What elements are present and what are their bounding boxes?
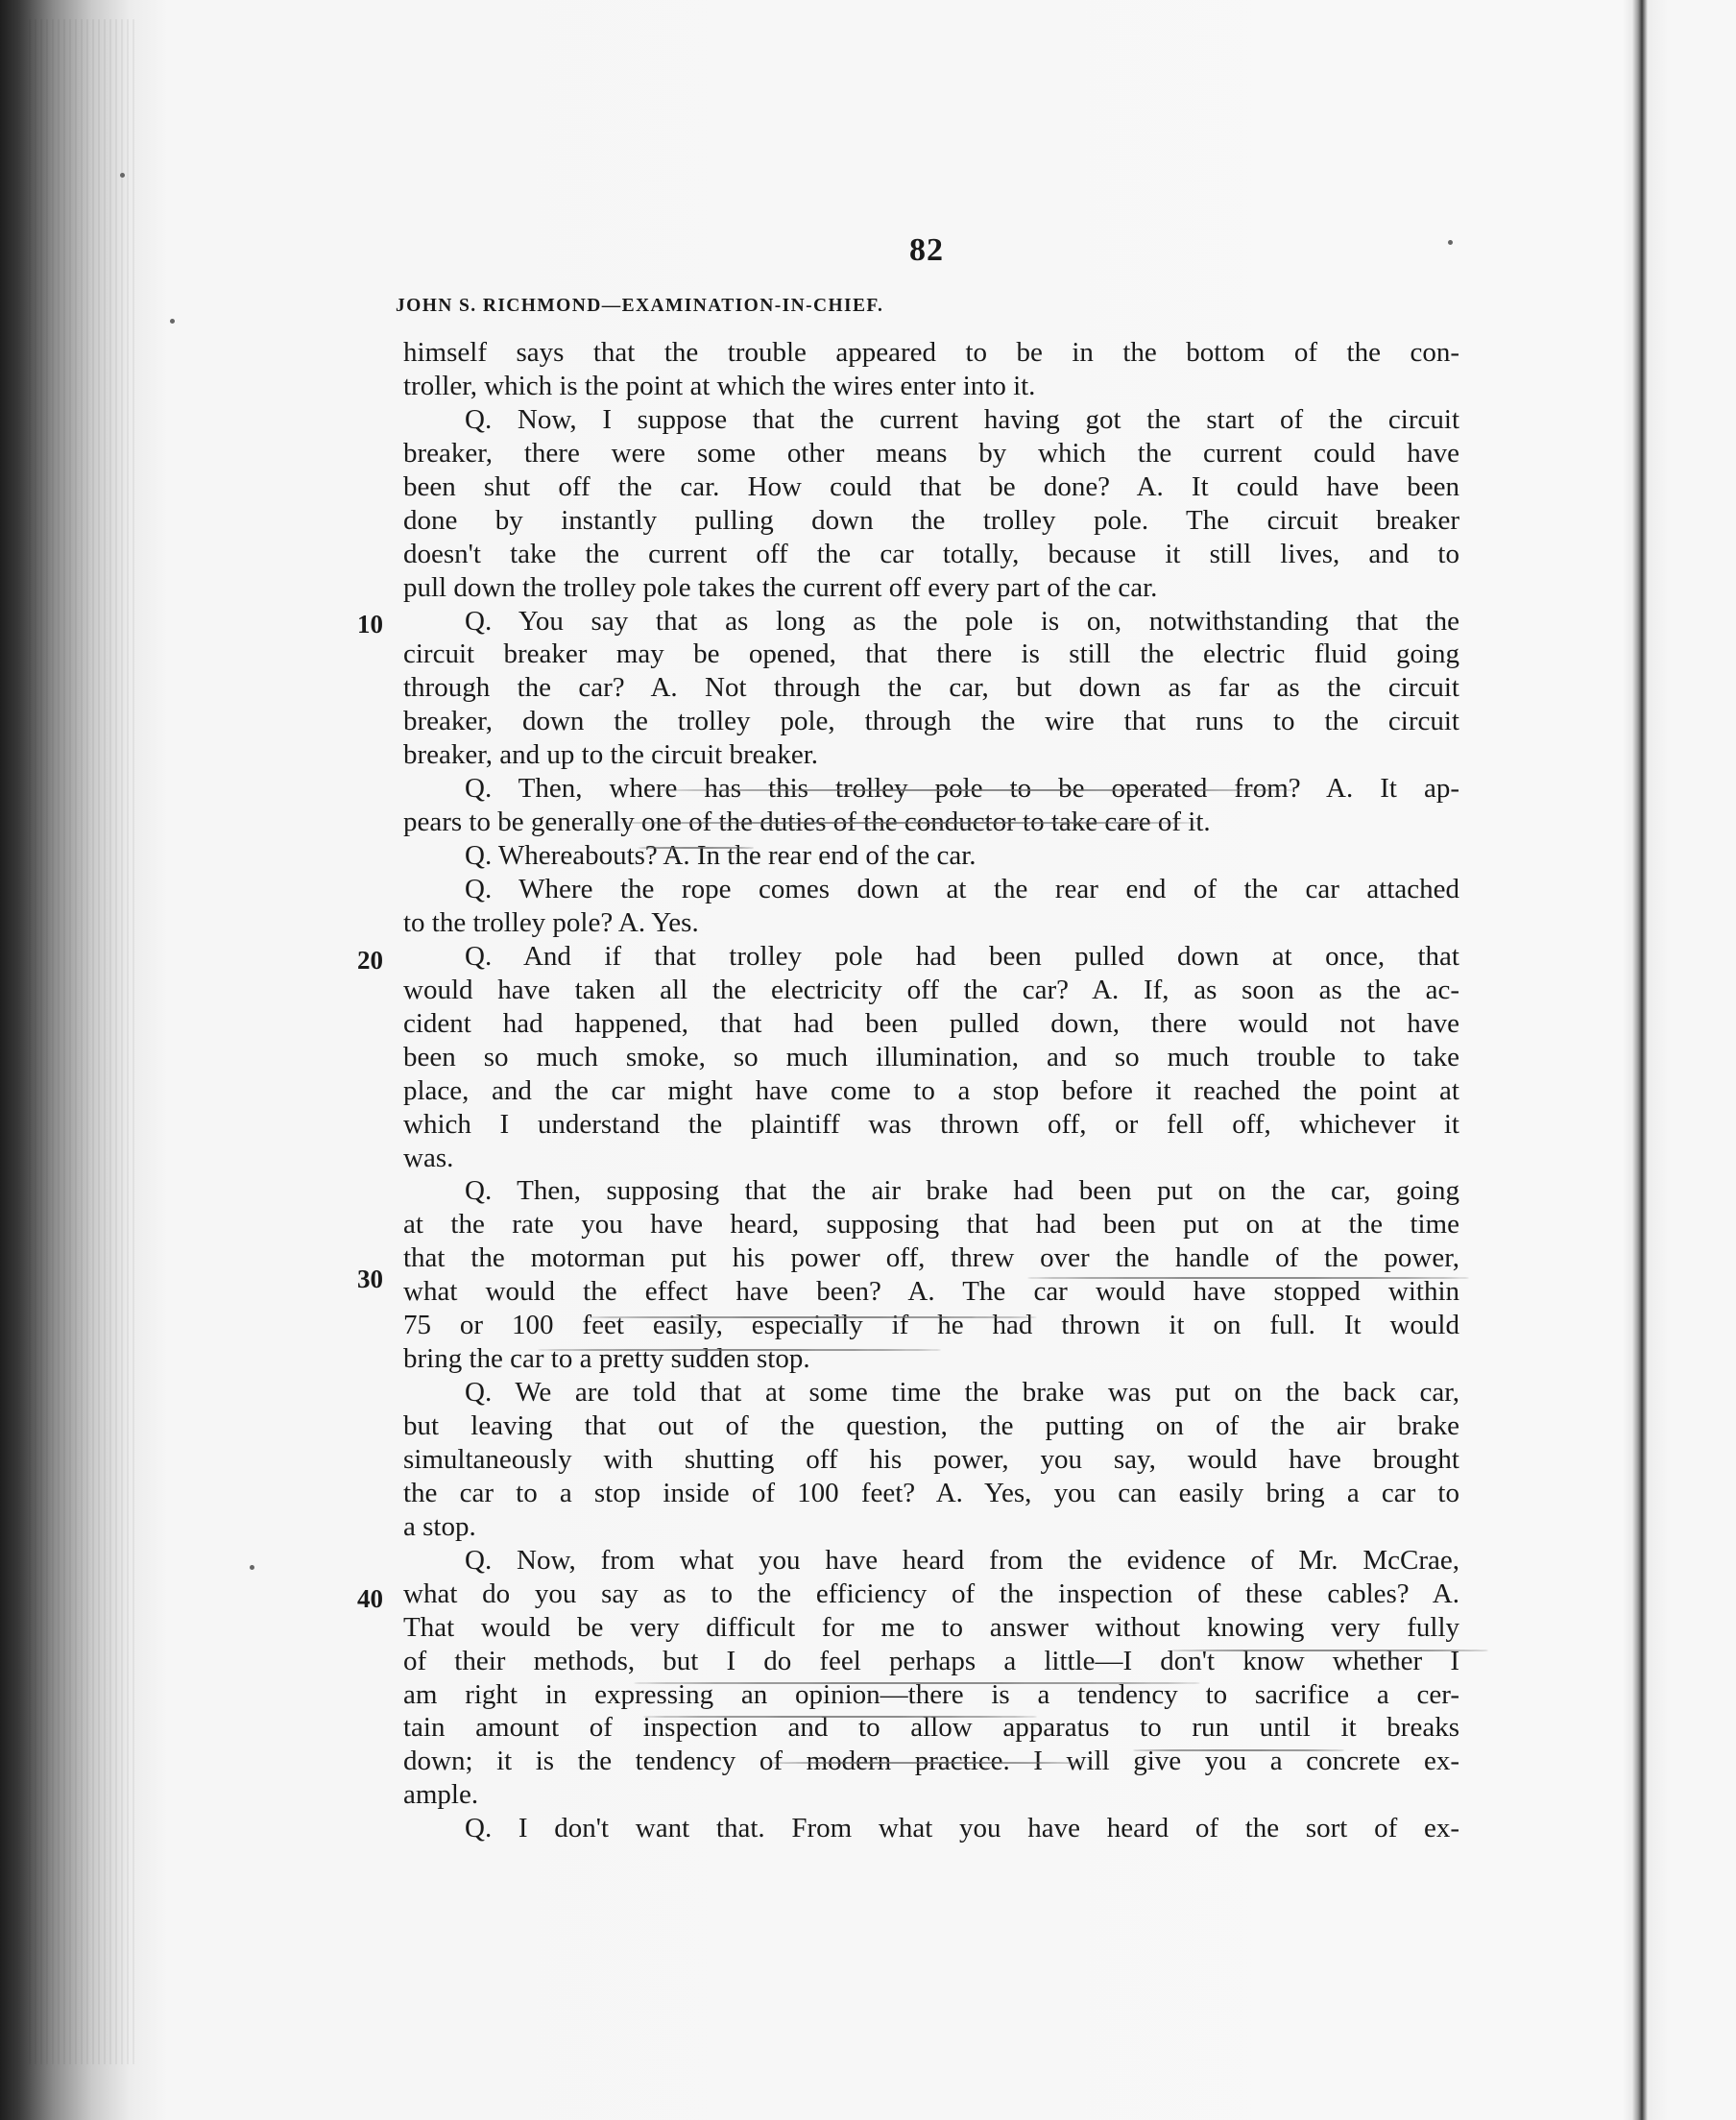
text-line: a stop. bbox=[403, 1510, 476, 1542]
text-line: am right in expressing an opinion—there is a tendency to sacrifice a cer- bbox=[403, 1678, 1459, 1710]
line-number-30: 30 bbox=[357, 1265, 383, 1293]
text-line: was. bbox=[403, 1142, 454, 1173]
pencil-underline bbox=[1133, 1749, 1344, 1751]
text-line: 75 or 100 feet easily, especially if he had thrown it on full. It would bbox=[403, 1310, 1459, 1341]
pencil-underline bbox=[586, 1316, 1037, 1318]
text-line: down; it is the tendency of modern practice. I will give you a concrete ex- bbox=[403, 1746, 1459, 1777]
text-line: Q. Then, supposing that the air brake had been put on the car, going bbox=[465, 1175, 1459, 1207]
pencil-underline bbox=[658, 789, 1296, 791]
text-line: circuit breaker may be opened, that there is still the electric fluid going bbox=[403, 638, 1459, 670]
text-line: Q. Now, from what you have heard from the evidence of Mr. McCrae, bbox=[465, 1544, 1459, 1576]
line-number-40: 40 bbox=[357, 1584, 383, 1613]
text-line: what do you say as to the efficiency of the inspection of these cables? A. bbox=[403, 1578, 1459, 1609]
text-line: done by instantly pulling down the trolley pole. The circuit breaker bbox=[403, 504, 1459, 536]
running-head: JOHN S. RICHMOND—EXAMINATION-IN-CHIEF. bbox=[396, 296, 884, 316]
text-line: Q. You say that as long as the pole is on, notwithstanding that the bbox=[465, 605, 1459, 637]
text-line: breaker, down the trolley pole, through the wire that runs to the circuit bbox=[403, 706, 1459, 737]
speck bbox=[1448, 240, 1453, 245]
text-line: through the car? A. Not through the car, but down as far as the circuit bbox=[403, 672, 1459, 704]
text-line: breaker, there were some other means by which the current could have bbox=[403, 437, 1459, 469]
text-line: been so much smoke, so much illumination, and so much trouble to take bbox=[403, 1041, 1459, 1072]
text-line: Q. Now, I suppose that the current having got the start of the circuit bbox=[465, 403, 1459, 435]
text-line: the car to a stop inside of 100 feet? A. Yes, you can easily bring a car to bbox=[403, 1477, 1459, 1508]
text-line: that the motorman put his power off, threw over the handle of the power, bbox=[403, 1242, 1459, 1274]
text-line: Q. We are told that at some time the brake was put on the back car, bbox=[465, 1377, 1459, 1409]
line-number-10: 10 bbox=[357, 610, 383, 638]
text-line: pull down the trolley pole takes the current off every part of the car. bbox=[403, 571, 1158, 603]
pencil-underline bbox=[768, 1762, 1085, 1764]
text-line: been shut off the car. How could that be done? A. It could have been bbox=[403, 470, 1459, 502]
text-line: Q. Where the rope comes down at the rear end of the car attached bbox=[465, 874, 1459, 904]
text-line: place, and the car might have come to a stop before it reached the point at bbox=[403, 1074, 1459, 1106]
text-line: tain amount of inspection and to allow apparatus to run until it breaks bbox=[403, 1712, 1459, 1744]
text-line: of their methods, but I do feel perhaps a little—I don't know whether I bbox=[403, 1645, 1459, 1676]
text-line: which I understand the plaintiff was thrown off, or fell off, whichever it bbox=[403, 1108, 1459, 1140]
text-line: to the trolley pole? A. Yes. bbox=[403, 906, 699, 938]
text-line: cident had happened, that had been pulled down, there would not have bbox=[403, 1007, 1459, 1039]
text-line: Q. Then, where has this trolley pole to be operated from? A. It ap- bbox=[465, 773, 1459, 805]
text-line: ample. bbox=[403, 1779, 479, 1811]
text-line: Q. And if that trolley pole had been pulled down at once, that bbox=[465, 940, 1459, 972]
text-line: but leaving that out of the question, the putting on of the air brake bbox=[403, 1410, 1459, 1441]
pencil-underline bbox=[643, 1716, 1037, 1718]
text-line: breaker, and up to the circuit breaker. bbox=[403, 739, 819, 771]
text-line: troller, which is the point at which the wires enter into it. bbox=[403, 370, 1036, 401]
speck bbox=[250, 1565, 254, 1570]
text-line: That would be very difficult for me to answer without knowing very fully bbox=[403, 1611, 1459, 1643]
pencil-underline bbox=[615, 822, 1200, 824]
pencil-underline bbox=[1027, 1277, 1469, 1279]
page-edges bbox=[29, 19, 134, 2064]
text-line: simultaneously with shutting off his power, you say, would have brought bbox=[403, 1443, 1459, 1475]
text-line: would have taken all the electricity off the car? A. If, as soon as the ac- bbox=[403, 974, 1459, 1005]
pencil-underline bbox=[538, 1349, 941, 1351]
line-number-20: 20 bbox=[357, 946, 383, 975]
text-line: bring the car to a pretty sudden stop. bbox=[403, 1343, 810, 1375]
text-line: at the rate you have heard, supposing that had been put on at the time bbox=[403, 1209, 1459, 1241]
text-line: himself says that the trouble appeared to be in the bottom of the con- bbox=[403, 337, 1459, 368]
body-text bbox=[403, 336, 1459, 1845]
pencil-underline bbox=[1171, 1650, 1488, 1651]
text-line: Q. I don't want that. From what you have heard of the sort of ex- bbox=[465, 1813, 1459, 1844]
speck bbox=[120, 173, 125, 178]
text-line: Q. Whereabouts? A. In the rear end of the car. bbox=[465, 840, 976, 872]
text-line: doesn't take the current off the car totally, because it still lives, and to bbox=[403, 538, 1459, 569]
pencil-underline bbox=[634, 1682, 1200, 1684]
text-line: what would the effect have been? A. The car would have stopped within bbox=[403, 1276, 1459, 1308]
speck bbox=[170, 319, 175, 324]
text-line: pears to be generally one of the duties of the conductor to take care of it. bbox=[403, 807, 1211, 838]
pencil-underline bbox=[639, 847, 754, 849]
page-number: 82 bbox=[909, 232, 944, 268]
